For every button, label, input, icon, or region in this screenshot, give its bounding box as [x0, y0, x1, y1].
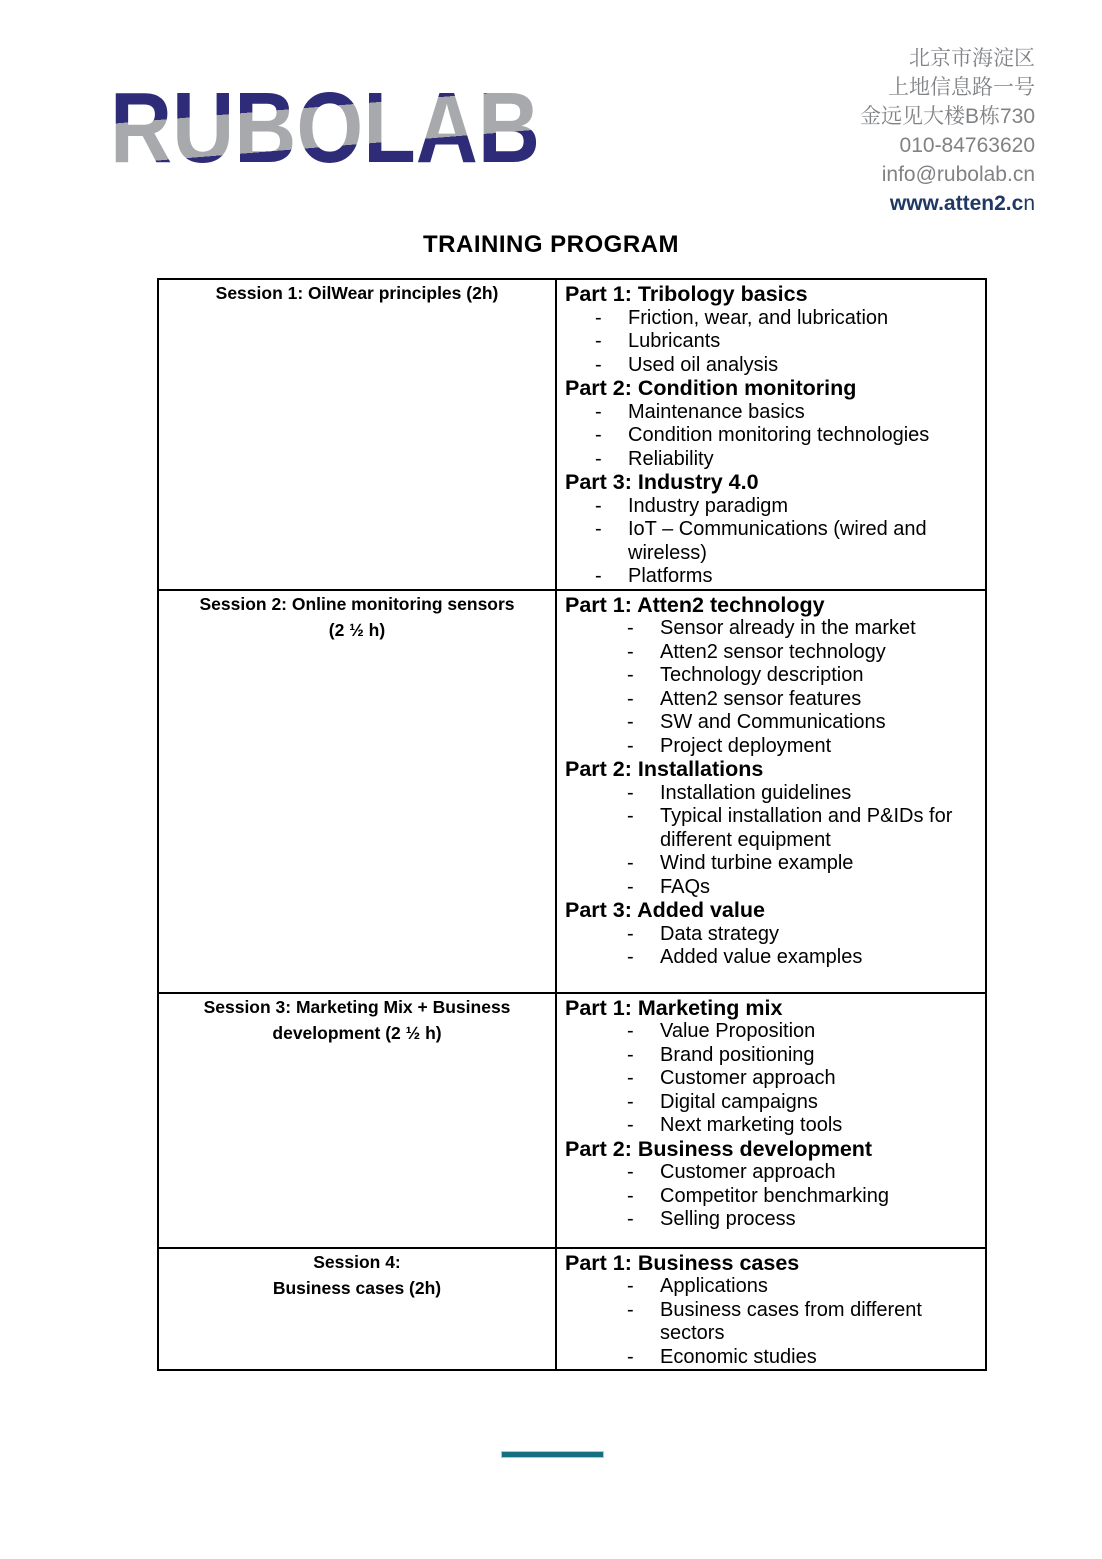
bullet-dash: -	[627, 664, 634, 686]
rubolab-logo: RUBOLAB	[110, 72, 540, 184]
session-title-line: Session 1: OilWear principles (2h)	[215, 283, 499, 303]
bullet-item	[627, 1091, 977, 1115]
bullet-dash: -	[627, 1043, 634, 1066]
bullet-item	[595, 518, 977, 565]
contact-line: info@rubolab.cn	[881, 163, 1035, 186]
part-heading: Part 3: Added value	[565, 898, 765, 922]
bullet-dash: -	[627, 1298, 634, 1321]
bullet-text: SW and Communications	[660, 711, 886, 733]
bullet-dash: -	[627, 1275, 634, 1297]
bullet-text: Condition monitoring technologies	[628, 424, 930, 446]
bullet-item	[595, 307, 977, 331]
bullet-text: Business cases from different sectors	[660, 1298, 922, 1344]
bullet-text: Atten2 sensor technology	[660, 640, 886, 663]
part-heading: Part 1: Tribology basics	[565, 282, 808, 306]
bullet-item	[595, 495, 977, 519]
bullet-dash: -	[627, 1161, 634, 1183]
bullet-dash: -	[627, 1020, 634, 1042]
bullet-item	[627, 664, 977, 688]
bullet-item	[595, 330, 977, 354]
contact-line: 北京市海淀区	[909, 47, 1035, 70]
session-title-cell	[158, 1248, 556, 1371]
bullet-dash: -	[627, 687, 634, 710]
bullet-text: Platforms	[628, 565, 713, 587]
bullet-item	[595, 401, 977, 425]
bullet-item	[595, 354, 977, 378]
bullet-dash: -	[627, 1114, 634, 1136]
session-content-cell	[556, 279, 986, 590]
bullet-dash: -	[627, 946, 634, 968]
part-heading: Part 3: Industry 4.0	[565, 470, 759, 494]
bullet-text: Next marketing tools	[660, 1114, 843, 1136]
session-title-line: Business cases (2h)	[272, 1277, 442, 1298]
page-title: TRAINING PROGRAM	[423, 231, 679, 258]
bullet-item	[627, 1114, 977, 1138]
session-title-cell	[158, 279, 556, 590]
part-heading: Part 1: Atten2 technology	[565, 592, 825, 617]
table-row	[158, 279, 986, 590]
bullet-item	[627, 946, 977, 970]
bullet-item	[627, 688, 977, 712]
bullet-text: Added value examples	[660, 946, 863, 968]
bullet-dash: -	[627, 1090, 634, 1113]
website-text-bold: www.atten2.c	[889, 192, 1024, 215]
bullet-dash: -	[627, 711, 634, 733]
bullet-item	[627, 1185, 977, 1209]
bullet-item	[627, 617, 977, 641]
bullet-text: Reliability	[628, 447, 714, 470]
bullet-item	[627, 735, 977, 759]
bullet-item	[627, 782, 977, 806]
bullet-dash: -	[595, 424, 602, 446]
bullet-item	[627, 1020, 977, 1044]
part-heading: Part 1: Business cases	[565, 1250, 800, 1275]
website-line	[860, 189, 1035, 218]
bullet-text: Lubricants	[628, 330, 721, 352]
bullet-text: IoT – Communications (wired and wireless)	[628, 518, 927, 564]
session-content-cell	[556, 993, 986, 1248]
bullet-text: Used oil analysis	[628, 353, 779, 376]
session-content-cell	[556, 590, 986, 993]
bullet-dash: -	[595, 353, 602, 376]
bullet-dash: -	[595, 447, 602, 470]
session-title-cell	[158, 993, 556, 1248]
bullet-item	[595, 424, 977, 448]
bullet-dash: -	[627, 734, 634, 757]
bullet-text: Technology description	[660, 664, 864, 686]
session-title-line: Session 2: Online monitoring sensors	[199, 593, 515, 614]
training-program-table	[157, 278, 987, 1371]
bullet-item	[627, 1208, 977, 1232]
session-title-line: development (2 ½ h)	[272, 1022, 442, 1043]
bullet-item	[627, 711, 977, 735]
bullet-item	[627, 852, 977, 876]
contact-block	[860, 44, 1035, 218]
contact-line: 金远见大楼B栋730	[859, 105, 1035, 128]
teal-divider-line	[502, 1452, 603, 1457]
bullet-item	[627, 876, 977, 900]
session-title-line: Session 3: Marketing Mix + Business	[203, 996, 511, 1017]
bullet-dash: -	[627, 852, 634, 874]
bullet-text: Value Proposition	[660, 1020, 816, 1042]
bullet-text: Wind turbine example	[660, 852, 854, 874]
part-heading: Part 2: Condition monitoring	[565, 376, 857, 400]
bullet-dash: -	[595, 494, 602, 517]
bullet-item	[627, 641, 977, 665]
bullet-item	[595, 448, 977, 472]
bullet-dash: -	[627, 617, 634, 639]
session-content-cell	[556, 1248, 986, 1371]
bullet-text: Maintenance basics	[628, 400, 805, 423]
bullet-text: Brand positioning	[660, 1043, 815, 1066]
bullet-item	[627, 923, 977, 947]
table-row	[158, 993, 986, 1248]
bullet-text: Installation guidelines	[660, 781, 852, 804]
part-heading: Part 2: Business development	[565, 1136, 873, 1161]
bullet-item	[627, 1161, 977, 1185]
bullet-text: Typical installation and P&IDs for different equipment	[660, 805, 953, 851]
session-title-line: Session 4:	[313, 1251, 401, 1272]
bullet-dash: -	[627, 875, 634, 898]
contact-line: 010-84763620	[899, 134, 1035, 157]
bullet-dash: -	[595, 565, 602, 587]
bullet-item	[627, 805, 977, 852]
bullet-text: FAQs	[660, 875, 711, 898]
bullet-dash: -	[627, 1184, 634, 1207]
bullet-dash: -	[627, 805, 634, 827]
bullet-text: Economic studies	[660, 1345, 817, 1368]
bullet-dash: -	[595, 330, 602, 352]
session-title-line: (2 ½ h)	[328, 619, 386, 640]
table-row	[158, 590, 986, 993]
contact-line: 上地信息路一号	[888, 76, 1035, 99]
session-title-cell	[158, 590, 556, 993]
part-heading: Part 2: Installations	[565, 757, 764, 781]
bullet-item	[627, 1067, 977, 1091]
bullet-dash: -	[627, 922, 634, 945]
table-row	[158, 1248, 986, 1371]
bullet-dash: -	[595, 306, 602, 329]
bullet-item	[595, 565, 977, 589]
bullet-text: Competitor benchmarking	[660, 1184, 889, 1207]
bullet-dash: -	[627, 1067, 634, 1089]
bullet-text: Data strategy	[660, 922, 779, 945]
bullet-text: Industry paradigm	[628, 494, 789, 517]
bullet-dash: -	[595, 518, 602, 540]
bullet-text: Digital campaigns	[660, 1090, 818, 1113]
bullet-item	[627, 1299, 977, 1346]
bullet-dash: -	[595, 400, 602, 423]
bullet-item	[627, 1346, 977, 1370]
bullet-dash: -	[627, 1208, 634, 1230]
bullet-text: Atten2 sensor features	[660, 687, 862, 710]
bullet-item	[627, 1044, 977, 1068]
training-program-table-body	[158, 279, 986, 1370]
bullet-dash: -	[627, 781, 634, 804]
bullet-text: Selling process	[660, 1208, 796, 1230]
bullet-text: Friction, wear, and lubrication	[628, 306, 889, 329]
part-heading: Part 1: Marketing mix	[565, 995, 783, 1020]
website-text-tail: n	[1023, 192, 1035, 215]
bullet-text: Project deployment	[660, 734, 832, 757]
bullet-item	[627, 1275, 977, 1299]
bullet-text: Customer approach	[660, 1161, 836, 1183]
bullet-text: Applications	[660, 1275, 768, 1297]
bullet-dash: -	[627, 1345, 634, 1368]
bullet-text: Customer approach	[660, 1067, 836, 1089]
bullet-dash: -	[627, 640, 634, 663]
bullet-text: Sensor already in the market	[660, 617, 916, 639]
